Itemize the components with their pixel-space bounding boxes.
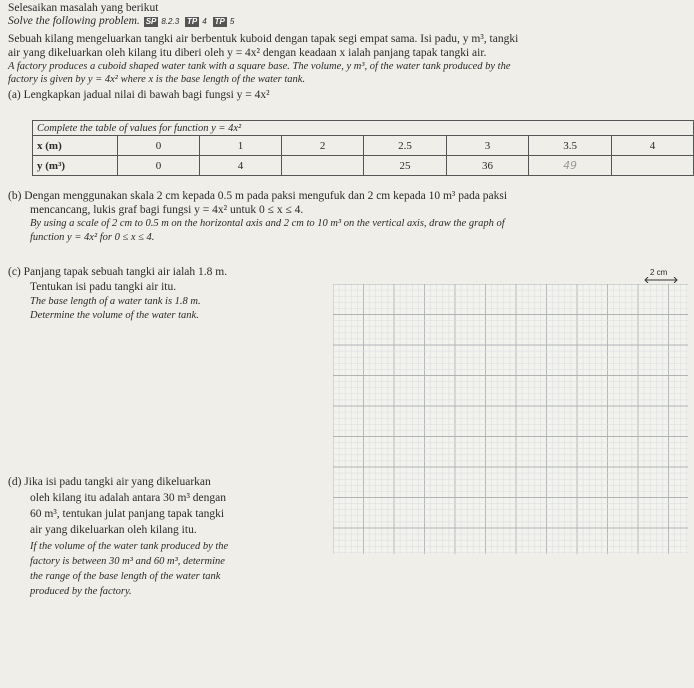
y-cell-blank[interactable]	[282, 156, 364, 176]
table-row-y	[33, 156, 694, 176]
intro-english-line2: factory is given by y = 4x² where x is the base length of the water tank.	[8, 74, 306, 85]
y-cell-handwritten: 49	[529, 156, 612, 176]
part-c-malay-line1: (c) Panjang tapak sebuah tangki air ialah 1.8 m.	[8, 266, 228, 278]
intro-english-line1: A factory produces a cuboid shaped water tank with a square base. The volume, y m³, of the water tank produced by the	[8, 61, 511, 72]
part-d-english-line4: produced by the factory.	[30, 586, 132, 597]
y-cell: 25	[364, 156, 447, 176]
heading-english-text: Solve the following problem.	[8, 15, 140, 27]
y-header: y (m³)	[33, 156, 118, 176]
y-cell: 36	[446, 156, 528, 176]
values-table	[32, 120, 694, 176]
heading-english	[8, 15, 236, 27]
tp-badge-1: TP	[187, 17, 198, 26]
scale-label: 2 cm	[650, 268, 668, 277]
part-d-english-line3: the range of the base length of the water tank	[30, 571, 221, 582]
intro-malay-line2: air yang dikeluarkan oleh kilang itu diberi oleh y = 4x² dengan keadaan x ialah panjang tapak tangki air.	[8, 47, 487, 59]
part-b-english-line2: function y = 4x² for 0 ≤ x ≤ 4.	[30, 232, 155, 243]
part-a-malay: (a) Lengkapkan jadual nilai di bawah bagi fungsi y = 4x²	[8, 89, 270, 101]
x-header: x (m)	[33, 136, 118, 156]
x-cell: 1	[199, 136, 281, 156]
y-cell: 4	[199, 156, 281, 176]
sp-badge: SP	[145, 17, 157, 26]
x-cell: 2.5	[364, 136, 447, 156]
intro-malay-line1: Sebuah kilang mengeluarkan tangki air berbentuk kuboid dengan tapak segi empat sama. Isi padu, y m³, tangki	[8, 33, 519, 45]
part-d-malay-line1: (d) Jika isi padu tangki air yang dikeluarkan	[8, 476, 211, 488]
part-b-malay-line1: (b) Dengan menggunakan skala 2 cm kepada 0.5 m pada paksi mengufuk dan 2 cm kepada 10 m³ pada paksi	[8, 190, 508, 202]
part-d-english-line1: If the volume of the water tank produced by the	[30, 541, 229, 552]
part-d-malay-line2: oleh kilang itu adalah antara 30 m³ dengan	[30, 492, 227, 504]
x-cell: 4	[611, 136, 693, 156]
part-c-english-line1: The base length of a water tank is 1.8 m.	[30, 296, 201, 307]
x-cell: 2	[282, 136, 364, 156]
heading-malay: Selesaikan masalah yang berikut	[8, 2, 159, 14]
part-b-malay-line2: mencancang, lukis graf bagi fungsi y = 4x² untuk 0 ≤ x ≤ 4.	[30, 204, 304, 216]
y-cell: 0	[117, 156, 199, 176]
y-cell-blank[interactable]	[611, 156, 693, 176]
part-b-english-line1: By using a scale of 2 cm to 0.5 m on the horizontal axis and 2 cm to 10 m³ on the vertical axis, draw the graph of	[30, 218, 505, 229]
sp-badge-number: 8.2.3	[161, 17, 180, 26]
table-caption: Complete the table of values for function y = 4x²	[33, 121, 694, 136]
part-d-malay-line4: air yang dikeluarkan oleh kilang itu.	[30, 524, 197, 536]
x-cell: 3.5	[529, 136, 612, 156]
x-cell: 0	[117, 136, 199, 156]
part-d-malay-line3: 60 m³, tentukan julat panjang tapak tangki	[30, 508, 225, 520]
tp-badge-2-number: 5	[229, 17, 235, 26]
scale-arrow-icon	[644, 277, 678, 283]
tp-badge-2: TP	[214, 17, 225, 26]
x-cell: 3	[446, 136, 528, 156]
table-row-x	[33, 136, 694, 156]
part-c-malay-line2: Tentukan isi padu tangki air itu.	[30, 281, 177, 293]
tp-badge-1-number: 4	[202, 17, 207, 26]
scale-marker	[650, 268, 667, 277]
graph-paper-grid[interactable]	[333, 284, 688, 554]
part-c-english-line2: Determine the volume of the water tank.	[30, 310, 199, 321]
part-d-english-line2: factory is between 30 m³ and 60 m³, determine	[30, 556, 225, 567]
